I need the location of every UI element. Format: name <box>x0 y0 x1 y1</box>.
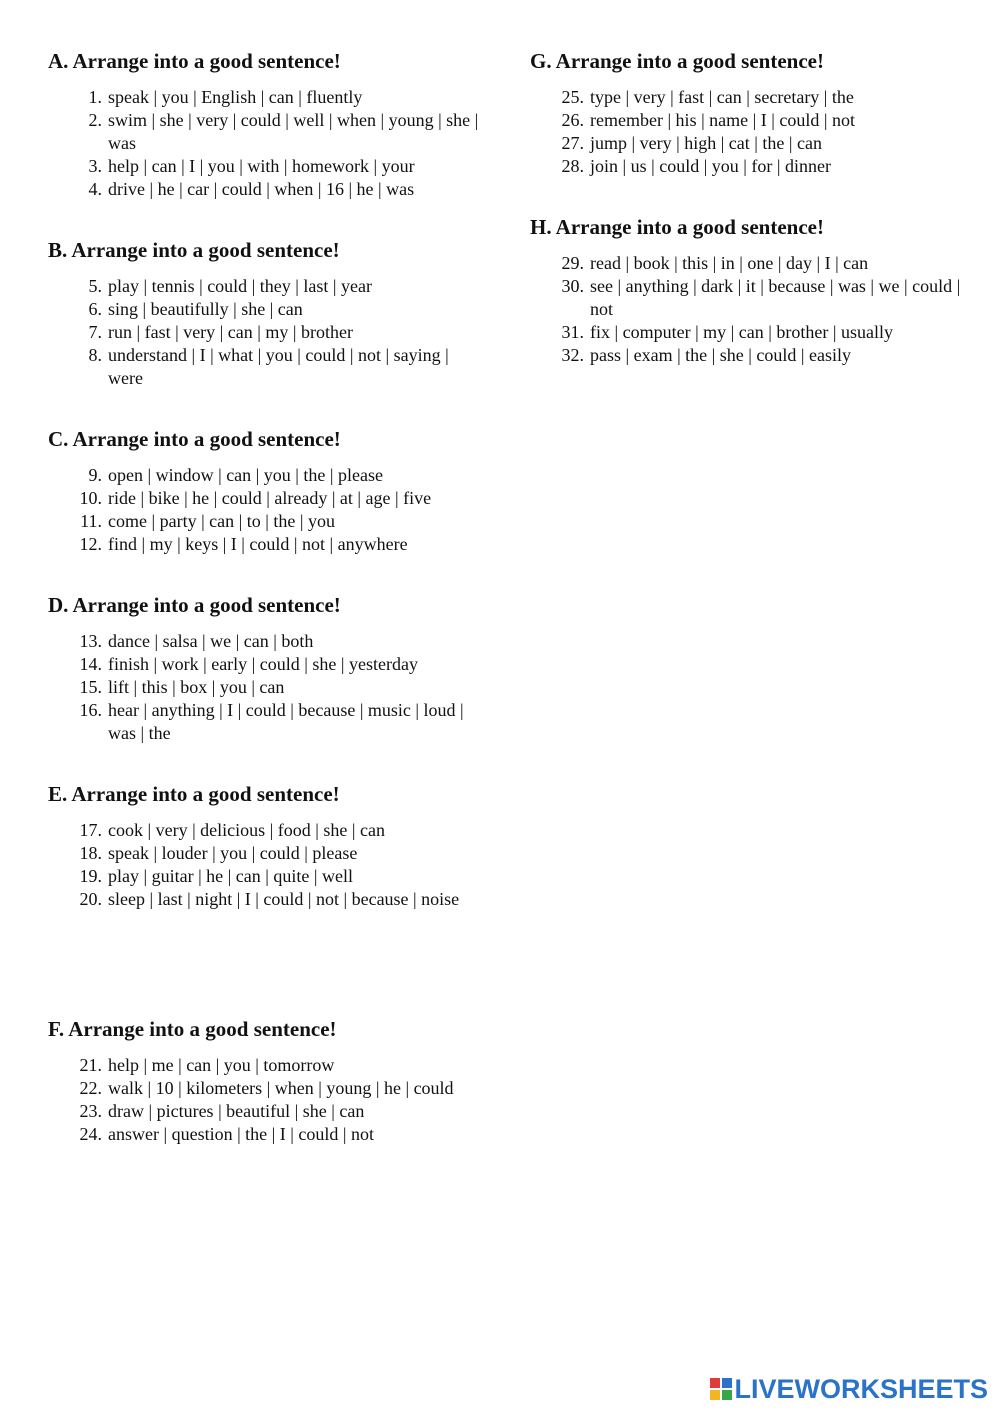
list-item <box>48 1100 488 1123</box>
section-title: E. Arrange into a good sentence! <box>48 782 340 806</box>
list-item <box>48 1077 488 1100</box>
list-item <box>48 109 488 155</box>
item-number: 20. <box>79 889 102 909</box>
section-a <box>48 48 488 199</box>
list-item <box>48 464 488 487</box>
item-text: lift | this | box | you | can <box>108 677 285 697</box>
item-text: jump | very | high | cat | the | can <box>590 133 822 153</box>
list-item <box>48 819 488 842</box>
item-number: 12. <box>79 534 102 554</box>
list-item <box>48 487 488 510</box>
exercise-list <box>48 630 488 745</box>
item-text: finish | work | early | could | she | yesterday <box>108 654 418 674</box>
item-text: speak | you | English | can | fluently <box>108 87 363 107</box>
item-text: come | party | can | to | the | you <box>108 511 335 531</box>
logo-text: LIVEWORKSHEETS <box>734 1373 988 1404</box>
item-number: 26. <box>561 110 584 130</box>
section-e <box>48 781 488 909</box>
list-item <box>48 510 488 533</box>
item-number: 9. <box>88 465 102 485</box>
section-b <box>48 237 488 388</box>
item-number: 15. <box>79 677 102 697</box>
item-text: help | me | can | you | tomorrow <box>108 1055 335 1075</box>
list-item <box>530 155 970 178</box>
item-number: 21. <box>79 1055 102 1075</box>
item-text: read | book | this | in | one | day | I | can <box>590 253 869 273</box>
list-item <box>48 676 488 699</box>
list-item <box>48 865 488 888</box>
list-item <box>530 109 970 132</box>
item-number: 13. <box>79 631 102 651</box>
item-text: drive | he | car | could | when | 16 | he | was <box>108 179 415 199</box>
item-text: sing | beautifully | she | can <box>108 299 303 319</box>
liveworksheets-logo-icon <box>710 1378 732 1400</box>
list-item <box>530 321 970 344</box>
list-item <box>48 888 488 911</box>
exercise-list <box>530 86 970 178</box>
item-number: 1. <box>88 87 102 107</box>
item-number: 5. <box>88 276 102 296</box>
item-number: 10. <box>79 488 102 508</box>
list-item <box>48 1054 488 1077</box>
list-item <box>48 653 488 676</box>
item-text: play | tennis | could | they | last | year <box>108 276 372 296</box>
section-title: H. Arrange into a good sentence! <box>530 215 824 239</box>
exercise-list <box>530 252 970 367</box>
item-text: type | very | fast | can | secretary | the <box>590 87 854 107</box>
item-text: play | guitar | he | can | quite | well <box>108 866 353 886</box>
item-number: 2. <box>88 110 102 130</box>
list-item <box>48 1123 488 1146</box>
list-item <box>530 132 970 155</box>
list-item <box>48 842 488 865</box>
item-number: 25. <box>561 87 584 107</box>
item-text: swim | she | very | could | well | when | young | she | was <box>108 110 479 153</box>
item-number: 8. <box>88 345 102 365</box>
list-item <box>48 86 488 109</box>
exercise-list <box>48 275 488 390</box>
section-f <box>48 1016 488 1144</box>
section-title: G. Arrange into a good sentence! <box>530 49 824 73</box>
exercise-list <box>48 86 488 201</box>
list-item <box>48 178 488 201</box>
item-text: open | window | can | you | the | please <box>108 465 383 485</box>
item-text: find | my | keys | I | could | not | anywhere <box>108 534 408 554</box>
item-text: understand | I | what | you | could | not | saying | were <box>108 345 449 388</box>
item-number: 18. <box>79 843 102 863</box>
item-number: 14. <box>79 654 102 674</box>
item-text: remember | his | name | I | could | not <box>590 110 855 130</box>
exercise-list <box>48 464 488 556</box>
item-number: 31. <box>561 322 584 342</box>
exercise-list <box>48 819 488 911</box>
item-number: 27. <box>561 133 584 153</box>
item-text: pass | exam | the | she | could | easily <box>590 345 851 365</box>
item-number: 7. <box>88 322 102 342</box>
item-text: answer | question | the | I | could | not <box>108 1124 374 1144</box>
item-number: 17. <box>79 820 102 840</box>
item-number: 4. <box>88 179 102 199</box>
item-text: run | fast | very | can | my | brother <box>108 322 353 342</box>
item-number: 30. <box>561 276 584 296</box>
section-title: D. Arrange into a good sentence! <box>48 593 341 617</box>
list-item <box>48 321 488 344</box>
section-c <box>48 426 488 554</box>
item-number: 22. <box>79 1078 102 1098</box>
liveworksheets-logo <box>710 1372 988 1406</box>
item-text: speak | louder | you | could | please <box>108 843 358 863</box>
item-number: 32. <box>561 345 584 365</box>
list-item <box>48 344 488 390</box>
item-number: 29. <box>561 253 584 273</box>
item-text: draw | pictures | beautiful | she | can <box>108 1101 365 1121</box>
list-item <box>48 298 488 321</box>
list-item <box>530 252 970 275</box>
item-number: 6. <box>88 299 102 319</box>
item-text: hear | anything | I | could | because | music | loud | was | the <box>108 700 464 743</box>
section-title: A. Arrange into a good sentence! <box>48 49 341 73</box>
list-item <box>48 275 488 298</box>
section-title: C. Arrange into a good sentence! <box>48 427 341 451</box>
list-item <box>530 86 970 109</box>
item-number: 28. <box>561 156 584 176</box>
list-item <box>48 699 488 745</box>
item-number: 16. <box>79 700 102 720</box>
section-title: F. Arrange into a good sentence! <box>48 1017 337 1041</box>
item-text: see | anything | dark | it | because | was | we | could | not <box>590 276 961 319</box>
exercise-list <box>48 1054 488 1146</box>
list-item <box>48 533 488 556</box>
list-item <box>48 155 488 178</box>
item-number: 3. <box>88 156 102 176</box>
item-number: 24. <box>79 1124 102 1144</box>
section-h <box>530 214 970 365</box>
section-title: B. Arrange into a good sentence! <box>48 238 340 262</box>
item-text: help | can | I | you | with | homework | your <box>108 156 415 176</box>
item-text: cook | very | delicious | food | she | can <box>108 820 385 840</box>
list-item <box>530 275 970 321</box>
list-item <box>530 344 970 367</box>
item-number: 23. <box>79 1101 102 1121</box>
item-text: dance | salsa | we | can | both <box>108 631 314 651</box>
item-text: walk | 10 | kilometers | when | young | he | could <box>108 1078 454 1098</box>
item-number: 19. <box>79 866 102 886</box>
item-text: sleep | last | night | I | could | not | because | noise <box>108 889 460 909</box>
section-d <box>48 592 488 743</box>
item-text: fix | computer | my | can | brother | usually <box>590 322 893 342</box>
item-number: 11. <box>80 511 102 531</box>
item-text: join | us | could | you | for | dinner <box>590 156 831 176</box>
list-item <box>48 630 488 653</box>
item-text: ride | bike | he | could | already | at | age | five <box>108 488 432 508</box>
section-g <box>530 48 970 176</box>
